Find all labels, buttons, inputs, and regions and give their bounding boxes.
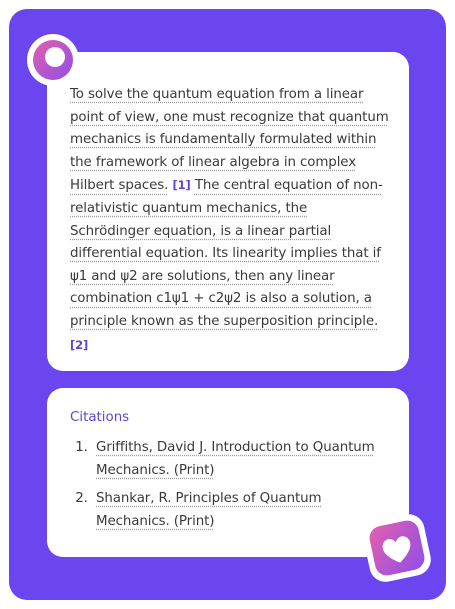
citations-title: Citations <box>70 410 130 425</box>
answer-text <box>70 84 389 357</box>
heart-icon <box>360 511 434 585</box>
logo-ring-icon <box>26 33 80 87</box>
citation-item-1[interactable]: 1. Griffiths, David J. Introduction to Quantum Mechanics. (Print) <box>92 437 389 482</box>
citations-card <box>47 388 409 557</box>
answer-text-part1: To solve the quantum equation from a linear point of view, one must recognize that quantum mechanics is fundamentally formulated within the framework of linear algebra in complex Hilbert spaces. <box>70 87 389 194</box>
citation-item-2[interactable]: 2. Shankar, R. Principles of Quantum Mechanics. (Print) <box>92 488 389 533</box>
answer-text-part2: The central equation of non-relativistic quantum mechanics, the Schrödinger equation, is a linear partial differential equation. Its linearity implies that if ψ1 and ψ2 are solutions, then any linear combination c1ψ1 + c2ψ2 is also a solution, a principle known as the superposition principle. <box>70 178 383 329</box>
citation-ref-2[interactable]: [2] <box>70 337 89 352</box>
citation-ref-1[interactable]: [1] <box>172 178 191 193</box>
answer-card <box>47 52 409 371</box>
citations-list <box>70 437 389 533</box>
